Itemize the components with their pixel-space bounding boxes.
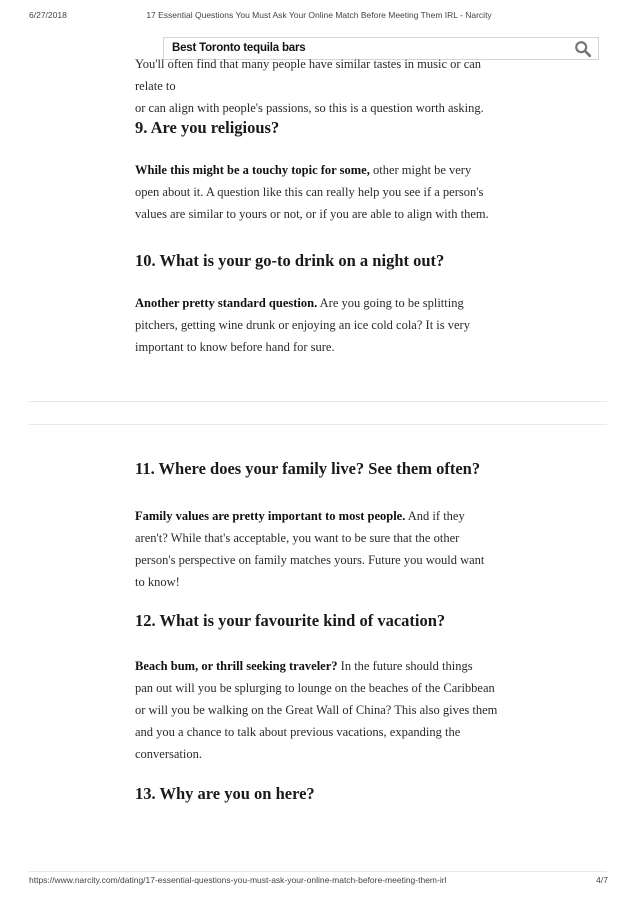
page-number: 4/7 <box>596 875 608 885</box>
paragraph-lead: Beach bum, or thrill seeking traveler? <box>135 659 338 673</box>
paragraph-lead: Family values are pretty important to most people. <box>135 509 406 523</box>
paragraph-lead: Another pretty standard question. <box>135 296 318 310</box>
print-footer <box>0 875 638 889</box>
print-date: 6/27/2018 <box>29 10 67 20</box>
question-11-paragraph: Family values are pretty important to most people. And if they aren't? While that's acceptable, you want to be sure that the other person's perspective on family matches yours. Future you would want to know! <box>135 509 485 589</box>
question-12-heading: 12. What is your favourite kind of vacation? <box>135 611 446 630</box>
search-query: Best Toronto tequila bars <box>172 42 306 54</box>
print-header <box>0 10 638 24</box>
clipped-paragraph <box>135 57 507 115</box>
print-title: 17 Essential Questions You Must Ask Your Online Match Before Meeting Them IRL - Narcity <box>146 10 492 20</box>
section-divider <box>29 401 607 402</box>
question-11-heading: 11. Where does your family live? See them often? <box>135 459 481 478</box>
section-divider <box>29 871 607 872</box>
question-13-heading: 13. Why are you on here? <box>135 784 315 803</box>
clipped-line: or can align with people's passions, so this is a question worth asking. <box>135 101 484 115</box>
question-9-paragraph: While this might be a touchy topic for some, other might be very open about it. A question like this can really help you see if a person's values are similar to yours or not, or if you are able to align with them. <box>135 163 489 221</box>
clipped-line: You'll often find that many people have similar tastes in music or can relate to <box>135 57 482 93</box>
question-12-paragraph: Beach bum, or thrill seeking traveler? In the future should things pan out will you be splurging to lounge on the beaches of the Caribbean or will you be walking on the Great Wall of China? This also gives them and you a chance to talk about previous vacations, expanding the conversation. <box>135 659 498 761</box>
paragraph-lead: While this might be a touchy topic for some, <box>135 163 370 177</box>
question-10-heading: 10. What is your go-to drink on a night out? <box>135 251 445 270</box>
print-url: https://www.narcity.com/dating/17-essential-questions-you-must-ask-your-online-match-before-meeting-them-irl <box>29 875 447 885</box>
section-divider <box>29 424 607 425</box>
question-10-paragraph: Another pretty standard question. Are you going to be splitting pitchers, getting wine drunk or enjoying an ice cold cola? It is very important to know before hand for sure. <box>135 296 470 354</box>
question-9-heading: 9. Are you religious? <box>135 118 280 137</box>
search-icon[interactable] <box>574 40 592 58</box>
